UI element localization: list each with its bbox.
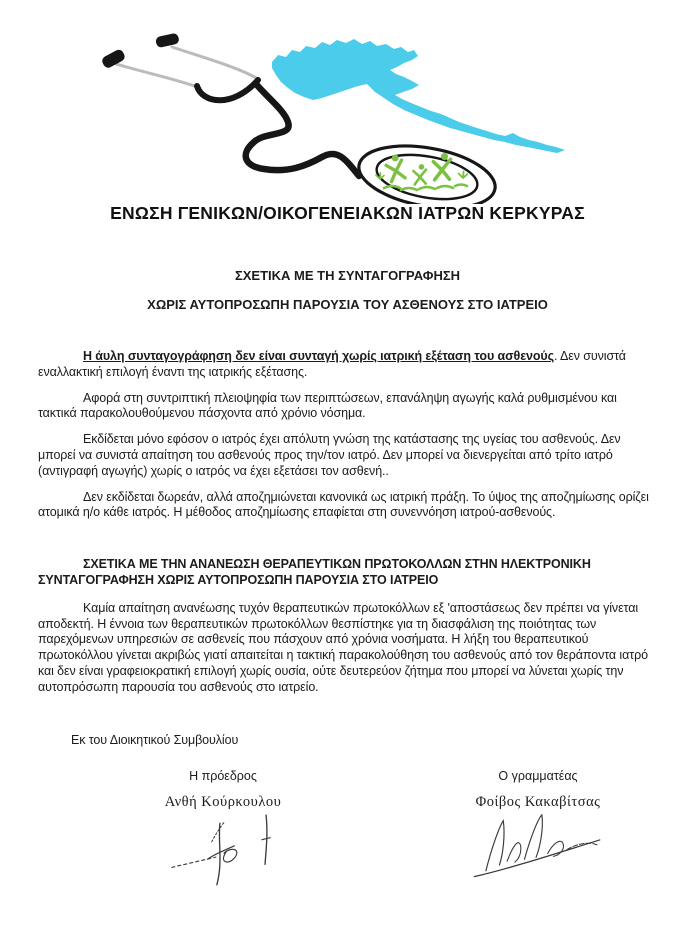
logo-header (0, 0, 695, 240)
paragraph-4: Δεν εκδίδεται δωρεάν, αλλά αποζημιώνεται κανονικά ως ιατρική πράξη. Το ύψος της αποζημίωσης ορίζει ατομικά η/ο κάθε ιατρός. Η μέθοδος αποζημίωσης επαφίεται στη συνεννόηση ιατρού-ασθενούς. (38, 489, 649, 520)
signature-block (38, 769, 657, 898)
secretary-role-label: Ο γραμματέας (498, 769, 578, 784)
stethoscope-tube-icon (197, 80, 258, 100)
corfu-map-icon (272, 39, 565, 153)
letter-body (0, 268, 695, 898)
stethoscope-ear-tube-right (172, 47, 258, 79)
stethoscope-earpieces (100, 33, 179, 70)
closing-line: Εκ του Διοικητικού Συμβουλίου (71, 732, 239, 747)
paragraph-2: Αφορά στη συντριπτική πλειοψηφία των περιπτώσεων, επανάληψη αγωγής καλά ρυθμισμένου και τακτικά παρακολουθούμενου πάσχοντα από χρόνιο νόσημα. (38, 390, 617, 421)
paragraph-1-rest: . Δεν συνιστά εναλλακτική επιλογή έναντι της ιατρικής εξέτασης. (38, 349, 626, 379)
organization-name: ΕΝΩΣΗ ΓΕΝΙΚΩΝ/ΟΙΚΟΓΕΝΕΙΑΚΩΝ ΙΑΤΡΩΝ ΚΕΡΚΥΡΑΣ (110, 203, 585, 223)
paragraph-1-emphasis: Η άυλη συνταγογράφηση δεν είναι συνταγή χωρίς ιατρική εξέταση του ασθενούς (83, 349, 554, 363)
secretary-name: Φοίβος Κακαβίτσας (475, 794, 601, 811)
association-logo (0, 0, 695, 204)
paragraph-5: Καμία απαίτηση ανανέωσης τυχόν θεραπευτικών πρωτοκόλλων εξ 'αποστάσεως δεν πρέπει να γίνεται αποδεκτή. Η έννοια των θεραπευτικών πρωτοκόλλων θεσπίστηκε για τη διασφάλιση της ποιότητας των παρεχόμενων υπηρεσιών σε ασθενείς που πάσχουν από χρόνια νοσήματα. Η λήξη του θεραπευτικού πρωτοκόλλου γίνεται ακριβώς γιατί απαιτείται η τακτική παρακολούθηση του ασθενούς από τον θεράποντα ιατρό και δεν είναι γραφειοκρατική επιλογή χωρίς ουσία, ούτε δευτερεύον ζήτημα που μπορεί να λύνεται χωρίς την αυτοπρόσωπη παρουσία του ασθενούς στο ιατρείο. (38, 600, 648, 694)
president-role-label: Η πρόεδρος (189, 769, 257, 784)
subject-heading-line2: ΧΩΡΙΣ ΑΥΤΟΠΡΟΣΩΠΗ ΠΑΡΟΥΣΙΑ ΤΟΥ ΑΣΘΕΝΟΥΣ ΣΤΟ ΙΑΤΡΕΙΟ (147, 297, 548, 312)
signature-right (428, 769, 648, 898)
stethoscope-tube-curve (246, 84, 359, 176)
president-name: Ανθή Κούρκουλου (164, 794, 282, 811)
section-2-heading: ΣΧΕΤΙΚΑ ΜΕ ΤΗΝ ΑΝΑΝΕΩΣΗ ΘΕΡΑΠΕΥΤΙΚΩΝ ΠΡΩΤΟΚΟΛΛΩΝ ΣΤΗΝ ΗΛΕΚΤΡΟΝΙΚΗ ΣΥΝΤΑΓΟΓΡΑΦΗΣΗ ΧΩΡΙΣ ΑΥΤΟΠΡΟΣΩΠΗ ΠΑΡΟΥΣΙΑ ΣΤΟ ΙΑΤΡΕΙΟ (38, 557, 591, 587)
stethoscope-ear-tube-left (116, 64, 200, 88)
paragraph-3: Εκδίδεται μόνο εφόσον ο ιατρός έχει απόλυτη γνώση της κατάστασης της υγείας του ασθενούς. Δεν μπορεί να συνιστά απαίτηση του ασθενούς προς την/τον ιατρό. Δεν μπορεί να διενεργείται από τρίτο ιατρό (αντιγραφή αγωγής) χωρίς ο ιατρός να έχει εξετάσει τον ασθενή.. (38, 432, 621, 478)
signature-left (113, 769, 333, 898)
subject-heading-line1: ΣΧΕΤΙΚΑ ΜΕ ΤΗ ΣΥΝΤΑΓΟΓΡΑΦΗΣΗ (234, 268, 461, 283)
paragraph-1 (38, 349, 657, 381)
secretary-signature (458, 811, 618, 893)
president-signature (148, 811, 298, 893)
